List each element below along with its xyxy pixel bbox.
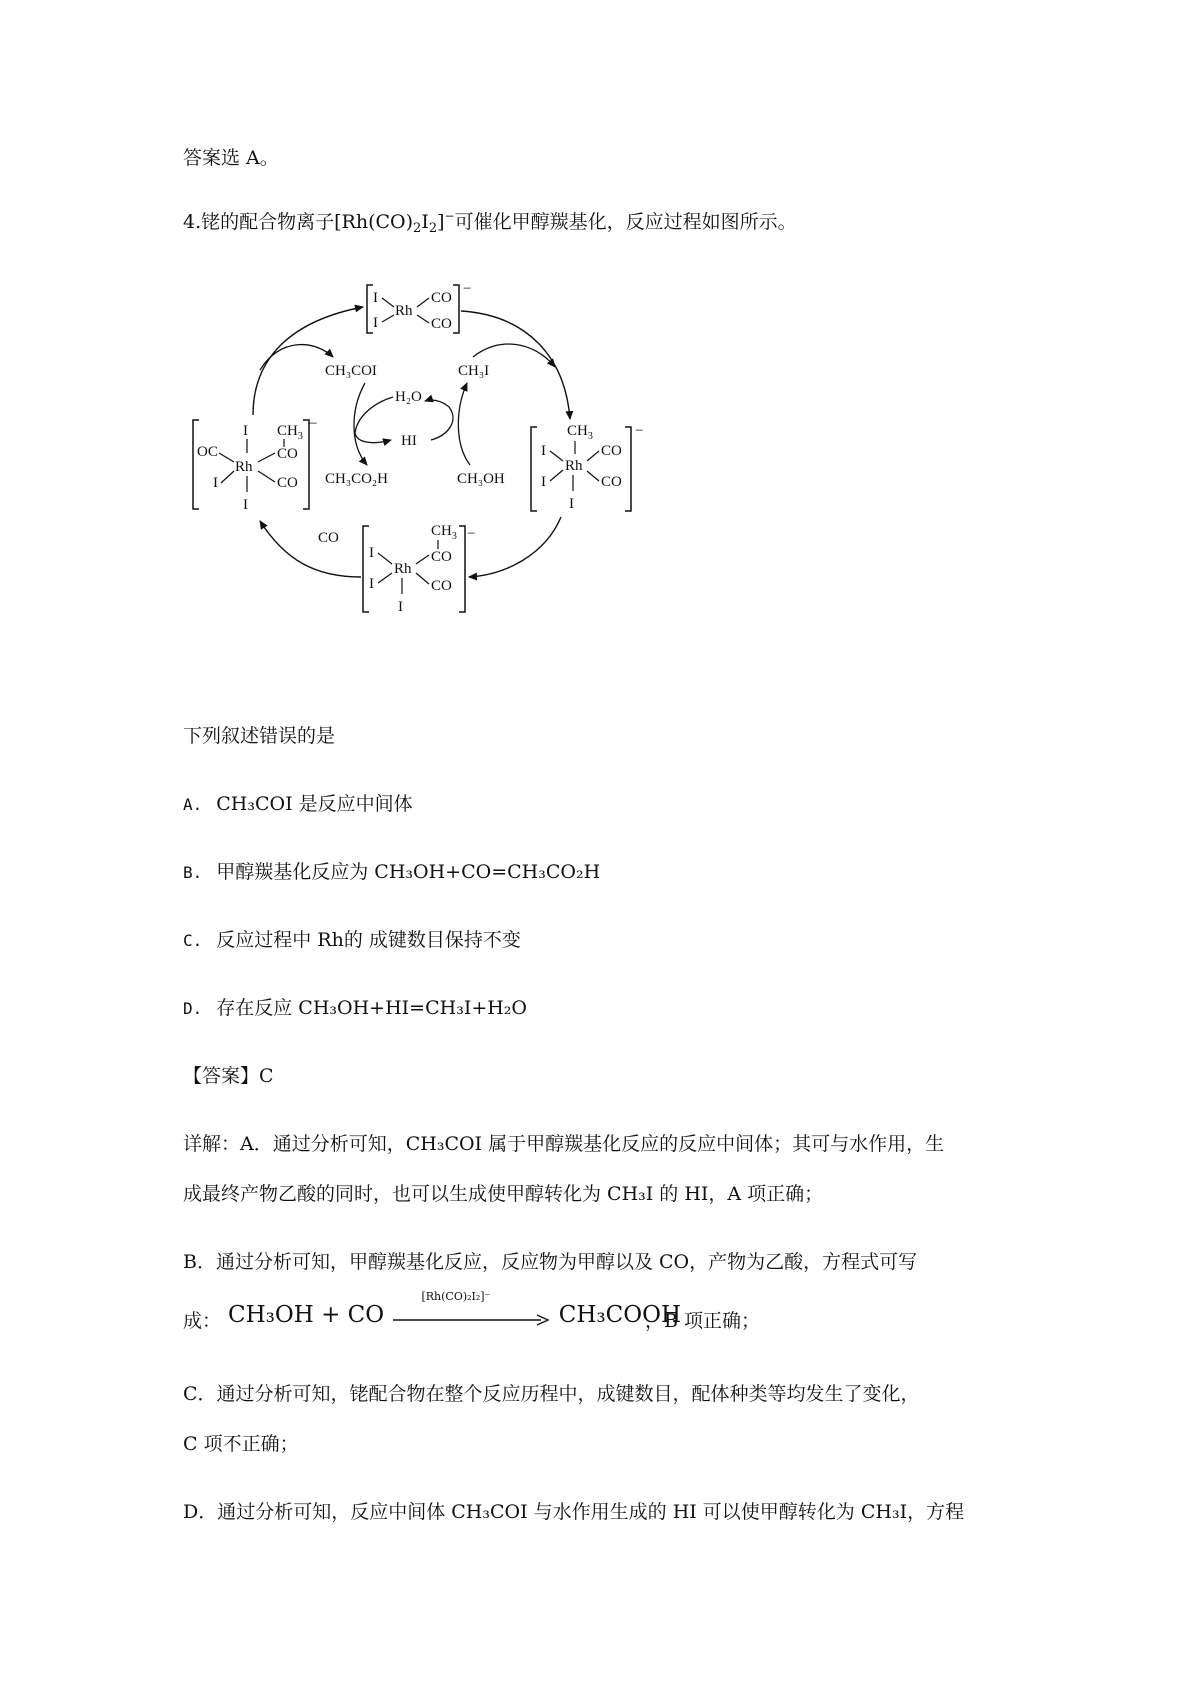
- explanation-b-suffix: ，B 项正确；: [645, 1310, 761, 1332]
- explanation-b-line1: B．通过分析可知，甲醇羰基化反应，反应物为甲醇以及 CO，产物为乙酸，方程式可写: [183, 1251, 918, 1273]
- option-d[interactable]: [183, 994, 527, 1023]
- option-letter: B.: [183, 863, 203, 882]
- bottom-ch3: $CH_3$: [431, 523, 457, 542]
- explanation-d-line1: D．通过分析可知，反应中间体 CH₃COI 与水作用生成的 HI 可以使甲醇转化为 CH₃I，方程: [183, 1501, 965, 1523]
- stem-part: ]: [437, 211, 445, 233]
- left-ch3: $CH_3$: [277, 423, 303, 442]
- eq-right: CH₃COOH: [558, 1302, 682, 1328]
- top-charge: −: [463, 281, 472, 297]
- top-i1: I: [373, 290, 378, 306]
- stem-sub: 2: [428, 221, 438, 236]
- left-co2: CO: [277, 475, 298, 491]
- label-ch3coi: CH₃COI: [325, 363, 377, 379]
- right-rh: Rh: [565, 458, 583, 474]
- eq-catalyst: [Rh(CO)₂I₂]⁻: [421, 1290, 491, 1303]
- bottom-complex: [363, 523, 475, 615]
- arrow-ch3coi-to-acid: [354, 383, 367, 465]
- explanation-a-line2: 成最终产物乙酸的同时，也可以生成使甲醇转化为 CH₃I 的 HI，A 项正确；: [183, 1183, 824, 1205]
- question-number: 4.: [183, 211, 202, 233]
- left-rh: Rh: [235, 459, 253, 475]
- right-complex: [531, 423, 643, 512]
- stem-sub: 2: [413, 221, 422, 236]
- label-co: CO: [318, 530, 339, 546]
- bottom-i3: I: [398, 599, 403, 615]
- label-h2o: H₂O: [395, 389, 422, 405]
- arrow-hi-to-h2o: [425, 400, 453, 440]
- label-ch3i: CH₃I: [458, 363, 490, 379]
- left-oc: OC: [197, 444, 218, 460]
- option-letter: A.: [183, 795, 203, 814]
- bottom-charge: −: [467, 526, 476, 542]
- stem-part: 可催化甲醇羰基化，反应过程如图所示。: [454, 211, 797, 233]
- right-i3: I: [569, 496, 574, 512]
- explanation-b-prefix: 成：: [183, 1310, 222, 1332]
- eq-left: CH₃OH + CO: [228, 1302, 385, 1328]
- option-text: 存在反应 CH₃OH+HI=CH₃I+H₂O: [216, 997, 528, 1019]
- left-complex: [193, 416, 317, 513]
- right-ch3: $CH_3$: [567, 423, 593, 442]
- top-co1: CO: [431, 290, 452, 306]
- bottom-co2: CO: [431, 578, 452, 594]
- right-co2: CO: [601, 474, 622, 490]
- equation-b: [228, 1290, 682, 1328]
- question-stem: [183, 208, 797, 236]
- left-co-acyl: CO: [277, 446, 298, 462]
- eq-arrow-line: [391, 1310, 551, 1334]
- stem-charge: −: [444, 209, 455, 223]
- right-charge: −: [635, 423, 644, 439]
- label-ch3oh: CH₃OH: [457, 471, 505, 487]
- bottom-co-acyl: CO: [431, 549, 452, 565]
- explanation-c-line1: C．通过分析可知，铑配合物在整个反应历程中，成键数目，配体种类等均发生了变化，: [183, 1383, 920, 1405]
- arrow-ch3oh-to-ch3i: [458, 383, 470, 465]
- right-i2: I: [541, 474, 546, 490]
- option-b[interactable]: [183, 858, 600, 887]
- answer-line: 【答案】C: [183, 1065, 274, 1087]
- bottom-i1: I: [369, 545, 374, 561]
- left-i-left: I: [213, 475, 218, 491]
- top-i2: I: [373, 315, 378, 331]
- option-text: 甲醇羰基化反应为 CH₃OH+CO=CH₃CO₂H: [216, 861, 601, 883]
- top-co2: CO: [431, 316, 452, 332]
- label-ch3co2h: CH₃CO₂H: [325, 471, 388, 487]
- explanation-a-line1: 详解：A．通过分析可知，CH₃COI 属于甲醇羰基化反应的反应中间体；其可与水作用，生: [183, 1133, 945, 1155]
- arrow-co-in: [317, 547, 357, 558]
- arrow-h2o-in: [355, 397, 393, 443]
- option-c[interactable]: [183, 926, 521, 955]
- bracket-right: [453, 285, 459, 333]
- option-letter: D.: [183, 999, 203, 1018]
- left-i-bottom: I: [243, 497, 248, 513]
- option-text: 反应过程中 Rh的 成键数目保持不变: [216, 929, 521, 951]
- top-complex: [367, 281, 471, 333]
- top-rh: Rh: [395, 303, 413, 319]
- eq-arrow: [391, 1290, 551, 1328]
- option-letter: C.: [183, 931, 203, 950]
- previous-answer: 答案选 A。: [183, 147, 279, 169]
- arrow-left-to-top: [253, 307, 363, 415]
- explanation-c-line2: C 项不正确；: [183, 1433, 299, 1455]
- bottom-i2: I: [369, 576, 374, 592]
- question-prompt: 下列叙述错误的是: [183, 725, 336, 747]
- arrow-right-to-bottom: [469, 517, 561, 577]
- catalytic-cycle-diagram: [197, 281, 725, 685]
- label-hi: HI: [401, 433, 417, 449]
- right-i1: I: [541, 443, 546, 459]
- arrow-bottom-to-left: [260, 521, 361, 577]
- left-i-top: I: [243, 423, 248, 439]
- option-text: CH₃COI 是反应中间体: [216, 793, 413, 815]
- left-charge: −: [309, 416, 318, 432]
- right-co1: CO: [601, 443, 622, 459]
- bottom-rh: Rh: [394, 561, 412, 577]
- stem-part: I: [421, 211, 429, 233]
- option-a[interactable]: [183, 790, 413, 819]
- stem-part: 铑的配合物离子[Rh(CO): [201, 211, 414, 233]
